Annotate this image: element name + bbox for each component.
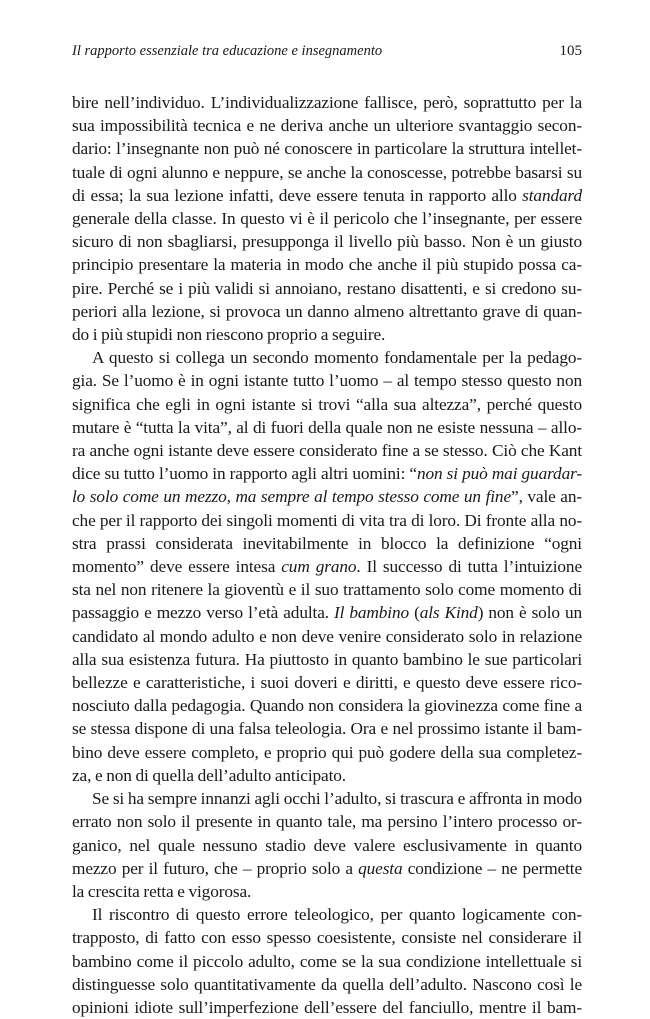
running-title: Il rapporto essenziale tra educazione e insegnamento — [72, 43, 383, 59]
page-number: 105 — [559, 43, 582, 59]
text-line — [72, 253, 582, 276]
text-line — [72, 277, 582, 300]
text-segment: bire nell’individuo. L’individualizzazione fallisce, però, soprattutto per la — [72, 93, 582, 112]
text-line — [72, 230, 582, 253]
text-segment: tuale di ogni alunno e neppure, se anche la conoscesse, potrebbe basarsi su — [72, 162, 582, 182]
text-line — [72, 346, 582, 369]
text-line — [72, 764, 582, 787]
text-line — [72, 439, 582, 462]
text-line — [72, 137, 582, 160]
text-line — [72, 91, 582, 114]
text-line — [72, 834, 582, 857]
text-line — [72, 184, 582, 207]
text-segment: condizione – ne permette — [402, 858, 583, 878]
text-segment: periori alla lezione, si provoca un danno almeno altrettanto grave di quan- — [72, 301, 582, 321]
text-segment: che per il rapporto dei singoli momenti di vita tra di loro. Di fronte alla no- — [72, 510, 582, 530]
text-line — [72, 161, 582, 184]
italic-text: Il bambino — [334, 603, 410, 623]
text-line — [72, 462, 582, 485]
text-segment: candidato al mondo adulto e non deve venire considerato solo in relazione — [72, 626, 582, 646]
text-segment: principio presentare la materia in modo che anche il più stupido possa ca- — [72, 255, 582, 275]
text-line — [72, 300, 582, 323]
text-line — [72, 880, 582, 903]
text-segment: . Il successo di tutta l’intuizione — [356, 557, 582, 577]
text-segment: trapposto, di fatto con esso spesso coesistente, consiste nel considerare il — [72, 928, 582, 948]
text-line — [72, 950, 582, 973]
text-segment: ( — [409, 603, 420, 623]
text-line — [72, 416, 582, 439]
text-line — [72, 393, 582, 416]
text-line — [72, 671, 582, 694]
text-line — [72, 857, 582, 880]
italic-text: non si può mai guardar- — [416, 464, 582, 484]
book-page — [72, 42, 582, 1019]
text-segment: nosciuto dalla pedagogia. Quando non considera la giovinezza come fine a — [72, 696, 582, 716]
text-segment: passaggio e mezzo verso l’età adulta. — [72, 603, 335, 623]
text-segment: sta nel non ritenere la gioventù e il suo trattamento solo come momento di — [72, 580, 582, 600]
italic-text: cum grano — [281, 557, 357, 577]
italic-text: questa — [358, 858, 403, 878]
text-line — [72, 625, 582, 648]
text-line — [72, 926, 582, 949]
text-segment: gia. Se l’uomo è in ogni istante tutto l’uomo – al tempo stesso questo non — [72, 371, 582, 391]
text-segment: dario: l’insegnante non può né conoscere in particolare la struttura intellet- — [72, 139, 582, 159]
text-segment: distinguesse solo quantitativamente da quella dell’adulto. Nascono così le — [72, 974, 582, 994]
text-line — [72, 741, 582, 764]
text-segment: ra anche ogni istante deve essere considerato fine a se stesso. Ciò che Kant — [72, 441, 582, 461]
italic-text: lo solo come un mezzo, ma sempre al tempo stesso come un fine — [72, 487, 512, 507]
text-segment: pire. Perché se i più validi si annoiano, restano disattenti, e si credono su- — [72, 278, 582, 298]
text-segment: ganico, nel quale nessuno stadio deve valere esclusivamente in quanto — [72, 835, 582, 855]
text-segment: ) non è solo un — [477, 603, 582, 623]
text-segment: sicuro di non sbagliarsi, presupponga il livello più basso. Non è un giusto — [72, 232, 582, 252]
text-segment: mutare è “tutta la vita”, al di fuori della quale non ne esiste nessuna – allo- — [72, 417, 582, 437]
text-segment: alla sua esistenza futura. Ha piuttosto in quanto bambino le sue particolari — [72, 649, 582, 669]
running-header — [72, 42, 582, 60]
text-segment: Il riscontro di questo errore teleologico, per quanto logicamente con- — [92, 905, 582, 925]
text-line — [72, 787, 582, 810]
text-line — [72, 601, 582, 624]
text-line — [72, 369, 582, 392]
text-segment: errato non solo il presente in quanto tale, ma persino l’intero processo or- — [72, 812, 582, 832]
text-line — [72, 555, 582, 578]
text-segment: ”, vale an- — [511, 487, 582, 507]
text-line — [72, 532, 582, 555]
text-segment: momento” deve essere intesa — [72, 557, 282, 577]
text-segment: dice su tutto l’uomo in rapporto agli altri uomini: “ — [72, 464, 417, 484]
text-line — [72, 323, 582, 346]
text-line — [72, 114, 582, 137]
text-line — [72, 694, 582, 717]
body-text — [72, 91, 582, 1019]
text-line — [72, 717, 582, 740]
text-segment: stra prassi considerata inevitabilmente in blocco la definizione “ogni — [72, 533, 582, 553]
text-segment: Se si ha sempre innanzi agli occhi l’adulto, si trascura e affronta in modo — [92, 789, 582, 809]
text-segment: za, e non di quella dell’adulto anticipato. — [72, 765, 347, 785]
text-line — [72, 810, 582, 833]
text-segment: opinioni idiote sull’imperfezione dell’essere del fanciullo, mentre il bam- — [72, 997, 582, 1017]
text-line — [72, 903, 582, 926]
italic-text: als Kind — [419, 603, 478, 623]
text-segment: do i più stupidi non riescono proprio a seguire. — [72, 325, 386, 345]
text-line — [72, 996, 582, 1019]
text-segment: generale della classe. In questo vi è il pericolo che l’insegnante, per essere — [72, 209, 582, 229]
text-line — [72, 509, 582, 532]
text-line — [72, 207, 582, 230]
text-segment: la crescita retta e vigorosa. — [72, 881, 252, 901]
text-line — [72, 485, 582, 508]
text-segment: A questo si collega un secondo momento fondamentale per la pedago- — [92, 348, 582, 368]
text-line — [72, 578, 582, 601]
text-segment: mezzo per il futuro, che – proprio solo a — [72, 858, 359, 878]
text-line — [72, 648, 582, 671]
text-segment: bambino come il piccolo adulto, come se la sua condizione intellettuale si — [72, 951, 582, 971]
text-line — [72, 973, 582, 996]
text-segment: significa che egli in ogni istante si trovi “alla sua altezza”, perché questo — [72, 394, 582, 414]
italic-text: standard — [522, 185, 582, 205]
text-segment: bino deve essere completo, e proprio qui può godere della sua completez- — [72, 742, 582, 762]
text-segment: sua impossibilità tecnica e ne deriva anche un ulteriore svantaggio secon- — [72, 116, 582, 136]
text-segment: bellezze e caratteristiche, i suoi doveri e diritti, e questo deve essere rico- — [72, 673, 582, 693]
text-segment: di essa; la sua lezione infatti, deve essere tenuta in rapporto allo — [72, 185, 523, 205]
text-segment: se stessa dispone di una falsa teleologia. Ora e nel prossimo istante il bam- — [72, 719, 582, 739]
